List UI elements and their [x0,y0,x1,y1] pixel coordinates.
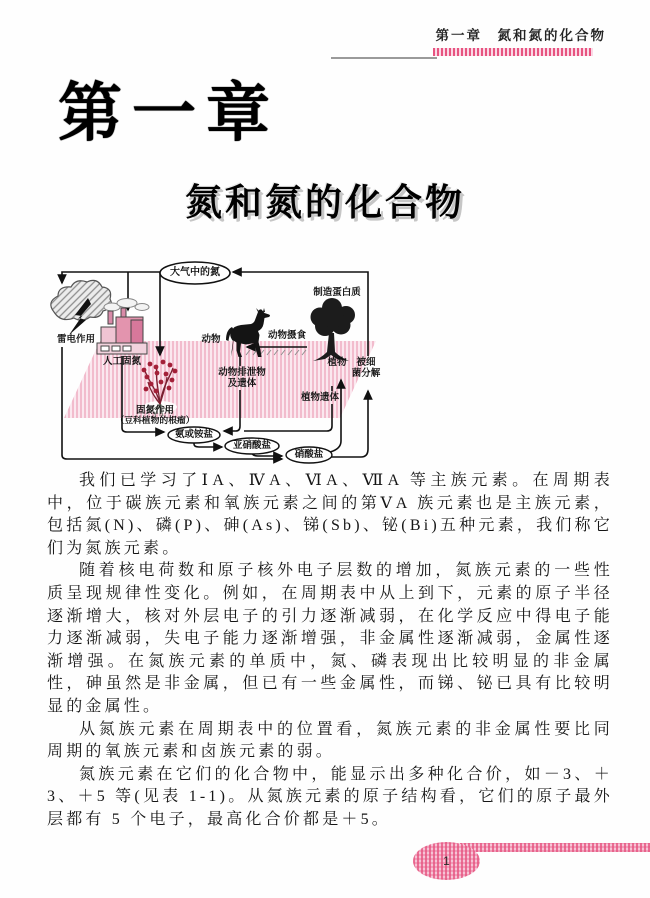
chapter-title: 第一章 [58,77,280,151]
label-plant: 植物 [327,357,347,368]
label-animal: 动物 [201,334,221,345]
label-bacteria-decompose: 被细 菌分解 [351,357,381,379]
label-animal-feeding: 动物摄食 [267,330,307,341]
label-nitrate: 硝酸盐 [294,449,324,460]
footer-pink-stripe-bar [460,843,650,852]
paragraph-3: 从氮族元素在周期表中的位置看，氮族元素的非金属性要比同周期的氧族元素和卤族元素的弱。 [47,720,613,761]
page-number-badge [413,842,480,880]
label-make-protein: 制造蛋白质 [313,287,361,298]
label-artificial-fixation: 人工固氮 [102,356,142,367]
running-head: 第一章 氮和氮的化合物 [435,28,606,43]
paragraph-1: 我们已学习了ⅠA、ⅣA、ⅥA、ⅦA 等主族元素。在周期表中，位于碳族元素和氧族元素之间的第ⅤA 族元素也是主族元素，包括氮(N)、磷(P)、砷(As)、锑(Sb)、铋(Bi)五种元素，我们称它们为氮族元素。 [47,472,613,557]
label-nitrogen-fixation: 固氮作用 [135,405,175,416]
label-plant-remains: 植物遗体 [300,392,340,403]
label-nitrite: 亚硝酸盐 [232,440,272,451]
label-legume-nodule: （豆科植物的根瘤） [115,415,195,425]
chapter-subtitle: 氮和氮的化合物 [185,181,465,224]
body-text [47,470,613,832]
label-animal-excreta: 动物排泄物 及遗体 [218,367,266,389]
paragraph-2: 随着核电荷数和原子核外电子层数的增加，氮族元素的一些性质呈现规律性变化。例如，在周期表中从上到下，元素的原子半径逐渐增大，核对外层电子的引力逐渐减弱，在化学反应中得电子能力逐渐减弱，失电子能力逐渐增强，非金属性逐渐减弱，金属性逐渐增强。在氮族元素的单质中，氮、磷表现出比较明显的非金属性，砷虽然是非金属，但已有一些金属性，而锑、铋已具有比较明显的金属性。 [47,562,613,715]
factory-icon [97,299,149,355]
page-number: 1 [443,854,450,868]
label-ammonium-salt: 氨或铵盐 [174,429,214,440]
label-atmosphere-nitrogen: 大气中的氮 [170,267,220,278]
label-lightning-action: 雷电作用 [56,334,96,345]
paragraph-4: 氮族元素在它们的化合物中，能显示出多种化合价，如－3、＋3、＋5 等(见表 1-1)。从氮族元素的原子结构看，它们的原子最外层都有 5 个电子，最高化合价都是＋5。 [47,765,613,828]
